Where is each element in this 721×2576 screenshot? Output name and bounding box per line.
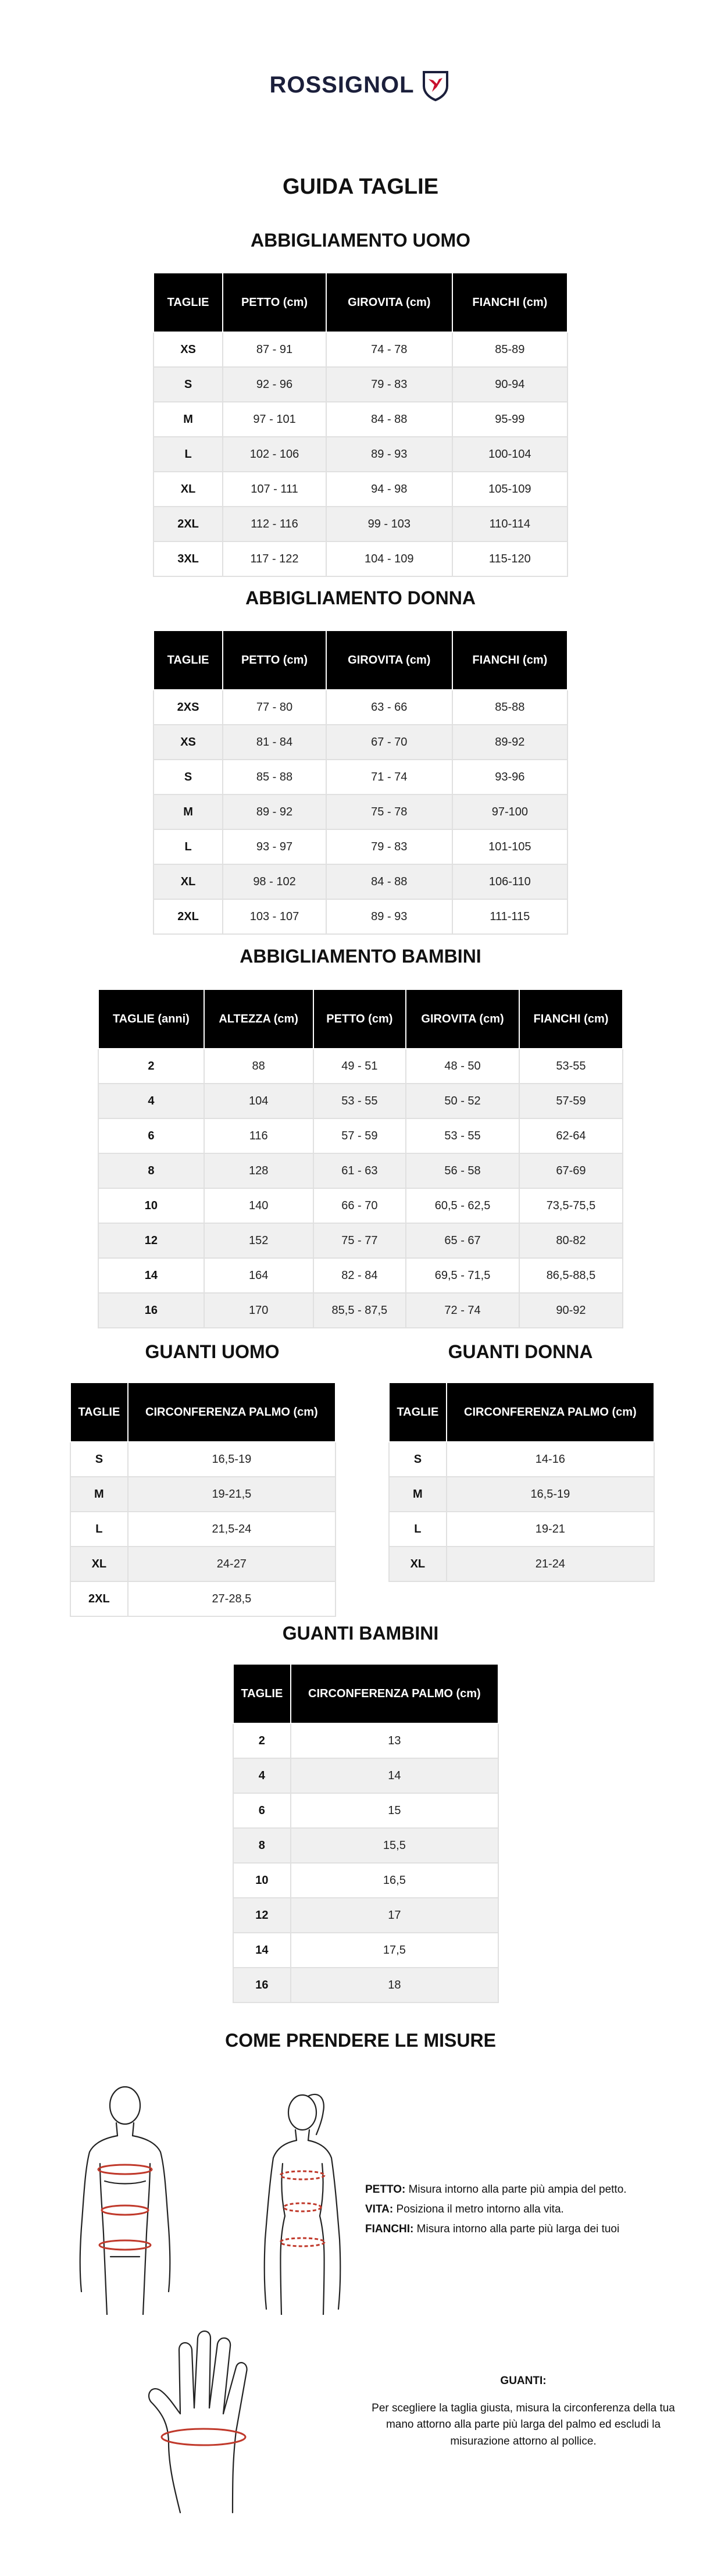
table-row bbox=[70, 1547, 335, 1581]
table-row bbox=[233, 1933, 498, 1968]
value-cell: 93 - 97 bbox=[223, 829, 326, 864]
value-cell: 101-105 bbox=[452, 829, 567, 864]
column-header: GIROVITA (cm) bbox=[406, 989, 519, 1049]
men-clothing-table bbox=[153, 272, 568, 577]
table-row bbox=[233, 1793, 498, 1828]
table-row bbox=[154, 472, 567, 507]
value-cell: 85 - 88 bbox=[223, 760, 326, 794]
size-cell: S bbox=[389, 1442, 447, 1477]
value-cell: 107 - 111 bbox=[223, 472, 326, 507]
table-row bbox=[154, 725, 567, 760]
women-gloves-table bbox=[388, 1382, 655, 1582]
value-cell: 79 - 83 bbox=[326, 367, 452, 402]
value-cell: 110-114 bbox=[452, 507, 567, 541]
size-cell: L bbox=[389, 1512, 447, 1547]
column-header: PETTO (cm) bbox=[223, 273, 326, 332]
gloves-label: GUANTI: bbox=[500, 2375, 547, 2387]
gloves-text: Per scegliere la taglia giusta, misura la circonferenza della tua mano attorno alla parte più larga del palmo ed escludi la misurazione attorno al pollice. bbox=[372, 2402, 675, 2447]
size-cell: L bbox=[70, 1512, 128, 1547]
value-cell: 89 - 93 bbox=[326, 437, 452, 472]
value-cell: 75 - 78 bbox=[326, 794, 452, 829]
column-header: CIRCONFERENZA PALMO (cm) bbox=[128, 1383, 335, 1442]
value-cell: 90-94 bbox=[452, 367, 567, 402]
size-cell: 4 bbox=[98, 1084, 204, 1118]
size-cell: M bbox=[389, 1477, 447, 1512]
size-cell: 14 bbox=[98, 1258, 204, 1293]
table-row bbox=[70, 1477, 335, 1512]
value-cell: 15 bbox=[291, 1793, 498, 1828]
size-cell: L bbox=[154, 437, 223, 472]
size-cell: 2XL bbox=[70, 1581, 128, 1616]
value-cell: 16,5-19 bbox=[447, 1477, 654, 1512]
table-header-row bbox=[98, 989, 623, 1049]
table-row bbox=[233, 1723, 498, 1758]
value-cell: 82 - 84 bbox=[313, 1258, 406, 1293]
size-cell: M bbox=[154, 402, 223, 437]
value-cell: 63 - 66 bbox=[326, 690, 452, 725]
value-cell: 84 - 88 bbox=[326, 864, 452, 899]
measure-title: COME PRENDERE LE MISURE bbox=[225, 2030, 496, 2051]
table-row bbox=[154, 864, 567, 899]
size-cell: 2 bbox=[98, 1049, 204, 1084]
table-row bbox=[154, 541, 567, 576]
women-gloves-title: GUANTI DONNA bbox=[448, 1341, 593, 1362]
value-cell: 27-28,5 bbox=[128, 1581, 335, 1616]
size-cell: M bbox=[154, 794, 223, 829]
value-cell: 99 - 103 bbox=[326, 507, 452, 541]
size-cell: L bbox=[154, 829, 223, 864]
kids-clothing-table bbox=[98, 989, 623, 1328]
value-cell: 66 - 70 bbox=[313, 1188, 406, 1223]
size-cell: 8 bbox=[98, 1153, 204, 1188]
table-header-row bbox=[154, 273, 567, 332]
size-cell: 12 bbox=[98, 1223, 204, 1258]
table-header-row bbox=[233, 1664, 498, 1723]
table-row bbox=[70, 1512, 335, 1547]
table-header-row bbox=[389, 1383, 654, 1442]
column-header: FIANCHI (cm) bbox=[452, 273, 567, 332]
value-cell: 77 - 80 bbox=[223, 690, 326, 725]
size-cell: 10 bbox=[98, 1188, 204, 1223]
value-cell: 50 - 52 bbox=[406, 1084, 519, 1118]
table-row bbox=[154, 507, 567, 541]
column-header: PETTO (cm) bbox=[313, 989, 406, 1049]
value-cell: 115-120 bbox=[452, 541, 567, 576]
column-header: GIROVITA (cm) bbox=[326, 273, 452, 332]
table-row bbox=[233, 1968, 498, 2003]
column-header: TAGLIE bbox=[154, 630, 223, 690]
size-cell: XL bbox=[154, 472, 223, 507]
size-cell: 4 bbox=[233, 1758, 291, 1793]
hand-illustration bbox=[145, 2326, 279, 2518]
value-cell: 16,5 bbox=[291, 1863, 498, 1898]
size-cell: S bbox=[154, 760, 223, 794]
men-gloves-title: GUANTI UOMO bbox=[145, 1341, 280, 1362]
table-row bbox=[154, 690, 567, 725]
value-cell: 74 - 78 bbox=[326, 332, 452, 367]
table-row bbox=[154, 760, 567, 794]
table-row bbox=[389, 1442, 654, 1477]
value-cell: 164 bbox=[204, 1258, 313, 1293]
table-row bbox=[233, 1828, 498, 1863]
value-cell: 97-100 bbox=[452, 794, 567, 829]
women-clothing-table bbox=[153, 630, 568, 935]
table-row bbox=[154, 332, 567, 367]
size-cell: 3XL bbox=[154, 541, 223, 576]
table-row bbox=[389, 1512, 654, 1547]
value-cell: 100-104 bbox=[452, 437, 567, 472]
value-cell: 13 bbox=[291, 1723, 498, 1758]
value-cell: 105-109 bbox=[452, 472, 567, 507]
gloves-instruction bbox=[366, 2373, 680, 2450]
value-cell: 24-27 bbox=[128, 1547, 335, 1581]
size-cell: M bbox=[70, 1477, 128, 1512]
value-cell: 85,5 - 87,5 bbox=[313, 1293, 406, 1328]
value-cell: 67 - 70 bbox=[326, 725, 452, 760]
value-cell: 89 - 93 bbox=[326, 899, 452, 934]
size-cell: 6 bbox=[98, 1118, 204, 1153]
value-cell: 128 bbox=[204, 1153, 313, 1188]
column-header: FIANCHI (cm) bbox=[519, 989, 623, 1049]
size-cell: 2 bbox=[233, 1723, 291, 1758]
column-header: GIROVITA (cm) bbox=[326, 630, 452, 690]
table-row bbox=[98, 1118, 623, 1153]
value-cell: 67-69 bbox=[519, 1153, 623, 1188]
value-cell: 18 bbox=[291, 1968, 498, 2003]
size-cell: 2XL bbox=[154, 507, 223, 541]
value-cell: 56 - 58 bbox=[406, 1153, 519, 1188]
value-cell: 170 bbox=[204, 1293, 313, 1328]
size-cell: XL bbox=[70, 1547, 128, 1581]
value-cell: 94 - 98 bbox=[326, 472, 452, 507]
table-row bbox=[70, 1581, 335, 1616]
column-header: TAGLIE (anni) bbox=[98, 989, 204, 1049]
size-cell: 16 bbox=[98, 1293, 204, 1328]
value-cell: 92 - 96 bbox=[223, 367, 326, 402]
table-row bbox=[154, 899, 567, 934]
value-cell: 104 bbox=[204, 1084, 313, 1118]
value-cell: 48 - 50 bbox=[406, 1049, 519, 1084]
column-header: PETTO (cm) bbox=[223, 630, 326, 690]
male-body-illustration bbox=[64, 2082, 186, 2315]
value-cell: 84 - 88 bbox=[326, 402, 452, 437]
size-cell: 14 bbox=[233, 1933, 291, 1968]
waist-instruction: VITA: Posiziona il metro intorno alla vita. bbox=[365, 2203, 564, 2216]
men-clothing-title: ABBIGLIAMENTO UOMO bbox=[250, 230, 471, 251]
value-cell: 86,5-88,5 bbox=[519, 1258, 623, 1293]
table-row bbox=[233, 1898, 498, 1933]
column-header: TAGLIE bbox=[389, 1383, 447, 1442]
hips-instruction: FIANCHI: Misura intorno alla parte più larga dei tuoi bbox=[365, 2223, 620, 2236]
value-cell: 62-64 bbox=[519, 1118, 623, 1153]
value-cell: 79 - 83 bbox=[326, 829, 452, 864]
value-cell: 85-89 bbox=[452, 332, 567, 367]
table-row bbox=[154, 794, 567, 829]
kids-clothing-title: ABBIGLIAMENTO BAMBINI bbox=[240, 946, 481, 967]
value-cell: 104 - 109 bbox=[326, 541, 452, 576]
value-cell: 69,5 - 71,5 bbox=[406, 1258, 519, 1293]
table-row bbox=[98, 1153, 623, 1188]
value-cell: 53 - 55 bbox=[406, 1118, 519, 1153]
value-cell: 98 - 102 bbox=[223, 864, 326, 899]
table-row bbox=[98, 1293, 623, 1328]
value-cell: 16,5-19 bbox=[128, 1442, 335, 1477]
column-header: TAGLIE bbox=[154, 273, 223, 332]
value-cell: 60,5 - 62,5 bbox=[406, 1188, 519, 1223]
value-cell: 106-110 bbox=[452, 864, 567, 899]
page-title: GUIDA TAGLIE bbox=[282, 174, 439, 199]
men-gloves-table bbox=[70, 1382, 336, 1617]
kids-gloves-title: GUANTI BAMBINI bbox=[282, 1623, 439, 1644]
value-cell: 71 - 74 bbox=[326, 760, 452, 794]
value-cell: 80-82 bbox=[519, 1223, 623, 1258]
value-cell: 72 - 74 bbox=[406, 1293, 519, 1328]
value-cell: 15,5 bbox=[291, 1828, 498, 1863]
table-row bbox=[98, 1258, 623, 1293]
size-cell: XS bbox=[154, 332, 223, 367]
size-cell: 12 bbox=[233, 1898, 291, 1933]
value-cell: 93-96 bbox=[452, 760, 567, 794]
size-cell: 10 bbox=[233, 1863, 291, 1898]
value-cell: 21-24 bbox=[447, 1547, 654, 1581]
column-header: ALTEZZA (cm) bbox=[204, 989, 313, 1049]
value-cell: 73,5-75,5 bbox=[519, 1188, 623, 1223]
value-cell: 90-92 bbox=[519, 1293, 623, 1328]
value-cell: 152 bbox=[204, 1223, 313, 1258]
value-cell: 89-92 bbox=[452, 725, 567, 760]
table-row bbox=[233, 1758, 498, 1793]
size-cell: XS bbox=[154, 725, 223, 760]
table-row bbox=[233, 1863, 498, 1898]
table-row bbox=[389, 1547, 654, 1581]
column-header: CIRCONFERENZA PALMO (cm) bbox=[291, 1664, 498, 1723]
value-cell: 81 - 84 bbox=[223, 725, 326, 760]
brand-wordmark: ROSSIGNOL bbox=[269, 72, 415, 98]
female-body-illustration bbox=[244, 2088, 360, 2315]
table-row bbox=[98, 1223, 623, 1258]
women-clothing-title: ABBIGLIAMENTO DONNA bbox=[245, 587, 476, 608]
value-cell: 49 - 51 bbox=[313, 1049, 406, 1084]
chest-instruction: PETTO: Misura intorno alla parte più ampia del petto. bbox=[365, 2183, 627, 2196]
value-cell: 87 - 91 bbox=[223, 332, 326, 367]
value-cell: 61 - 63 bbox=[313, 1153, 406, 1188]
value-cell: 19-21 bbox=[447, 1512, 654, 1547]
value-cell: 57 - 59 bbox=[313, 1118, 406, 1153]
value-cell: 17,5 bbox=[291, 1933, 498, 1968]
table-row bbox=[98, 1084, 623, 1118]
size-cell: 6 bbox=[233, 1793, 291, 1828]
value-cell: 88 bbox=[204, 1049, 313, 1084]
value-cell: 17 bbox=[291, 1898, 498, 1933]
value-cell: 103 - 107 bbox=[223, 899, 326, 934]
table-header-row bbox=[154, 630, 567, 690]
value-cell: 57-59 bbox=[519, 1084, 623, 1118]
value-cell: 116 bbox=[204, 1118, 313, 1153]
table-row bbox=[154, 829, 567, 864]
column-header: CIRCONFERENZA PALMO (cm) bbox=[447, 1383, 654, 1442]
size-cell: S bbox=[70, 1442, 128, 1477]
value-cell: 75 - 77 bbox=[313, 1223, 406, 1258]
value-cell: 111-115 bbox=[452, 899, 567, 934]
table-row bbox=[154, 402, 567, 437]
table-row bbox=[154, 437, 567, 472]
value-cell: 95-99 bbox=[452, 402, 567, 437]
value-cell: 117 - 122 bbox=[223, 541, 326, 576]
size-cell: S bbox=[154, 367, 223, 402]
table-row bbox=[154, 367, 567, 402]
value-cell: 102 - 106 bbox=[223, 437, 326, 472]
value-cell: 89 - 92 bbox=[223, 794, 326, 829]
value-cell: 21,5-24 bbox=[128, 1512, 335, 1547]
rooster-emblem-icon bbox=[419, 69, 452, 101]
value-cell: 140 bbox=[204, 1188, 313, 1223]
value-cell: 14-16 bbox=[447, 1442, 654, 1477]
value-cell: 65 - 67 bbox=[406, 1223, 519, 1258]
value-cell: 53 - 55 bbox=[313, 1084, 406, 1118]
value-cell: 97 - 101 bbox=[223, 402, 326, 437]
size-cell: XL bbox=[154, 864, 223, 899]
brand-logo bbox=[0, 69, 721, 101]
table-row bbox=[70, 1442, 335, 1477]
value-cell: 85-88 bbox=[452, 690, 567, 725]
table-row bbox=[389, 1477, 654, 1512]
table-row bbox=[98, 1049, 623, 1084]
value-cell: 14 bbox=[291, 1758, 498, 1793]
table-header-row bbox=[70, 1383, 335, 1442]
value-cell: 19-21,5 bbox=[128, 1477, 335, 1512]
size-cell: 8 bbox=[233, 1828, 291, 1863]
size-cell: XL bbox=[389, 1547, 447, 1581]
column-header: FIANCHI (cm) bbox=[452, 630, 567, 690]
column-header: TAGLIE bbox=[233, 1664, 291, 1723]
kids-gloves-table bbox=[233, 1663, 499, 2003]
value-cell: 53-55 bbox=[519, 1049, 623, 1084]
value-cell: 112 - 116 bbox=[223, 507, 326, 541]
measure-instructions bbox=[365, 2180, 714, 2240]
column-header: TAGLIE bbox=[70, 1383, 128, 1442]
size-cell: 2XS bbox=[154, 690, 223, 725]
table-row bbox=[98, 1188, 623, 1223]
size-cell: 16 bbox=[233, 1968, 291, 2003]
size-cell: 2XL bbox=[154, 899, 223, 934]
